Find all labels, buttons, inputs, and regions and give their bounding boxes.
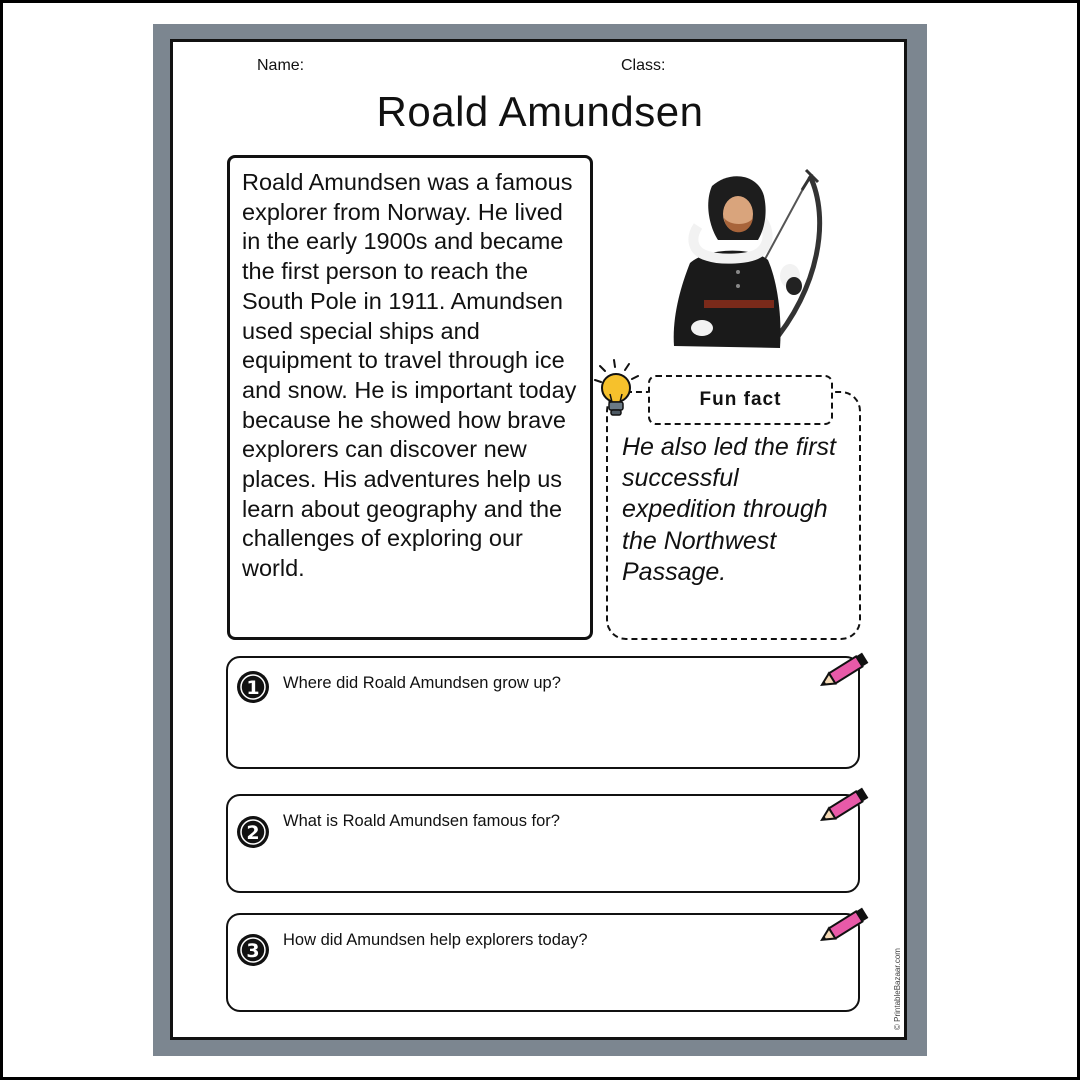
pencil-icon <box>816 783 872 829</box>
question-text: What is Roald Amundsen famous for? <box>283 812 560 830</box>
question-number: 2 <box>246 822 260 844</box>
reading-passage-box <box>227 155 593 640</box>
name-label: Name: <box>257 57 305 74</box>
copyright-credit: © PrintableBazaar.com <box>893 948 902 1030</box>
question-number: 3 <box>246 940 260 962</box>
answer-box-1[interactable] <box>226 656 860 769</box>
question-text: Where did Roald Amundsen grow up? <box>283 674 561 692</box>
question-number: 1 <box>246 677 260 699</box>
answer-box-3[interactable] <box>226 913 860 1012</box>
reading-passage-text: Roald Amundsen was a famous explorer from Norway. He lived in the early 1900s and became the first person to reach the South Pole in 1911. Amundsen used special ships and equipment to travel through ice and snow. He is important today because he showed how brave explorers can discover new places. His adventures help us learn about geography and the challenges of exploring our world. <box>242 169 577 582</box>
question-number-badge <box>236 815 270 849</box>
lightbulb-icon <box>592 358 642 422</box>
pencil-icon <box>816 648 872 694</box>
explorer-portrait-icon <box>660 168 830 353</box>
worksheet-title: Roald Amundsen <box>376 88 704 135</box>
question-number-badge <box>236 933 270 967</box>
question-number-badge <box>236 670 270 704</box>
pencil-icon <box>816 903 872 949</box>
fun-fact-text: He also led the first successful expedition through the Northwest Passage. <box>622 433 836 586</box>
question-text: How did Amundsen help explorers today? <box>283 931 588 949</box>
answer-box-2[interactable] <box>226 794 860 893</box>
fun-fact-label: Fun fact <box>648 375 833 425</box>
class-label: Class: <box>621 57 666 74</box>
